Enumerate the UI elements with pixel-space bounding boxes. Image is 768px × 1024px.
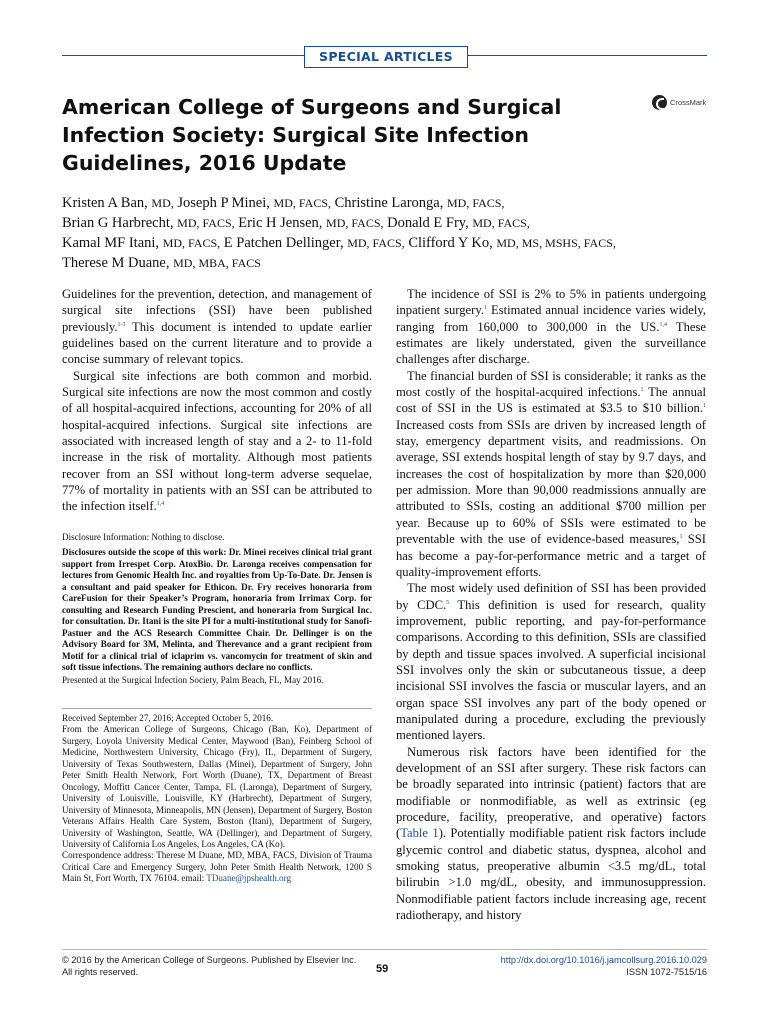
presented-note: Presented at the Surgical Infection Society, Palm Beach, FL, May 2016. — [62, 675, 324, 686]
text: Estimated annual incidence varies widely, ranging from 160,000 to 300,000 in the US. — [396, 303, 706, 334]
author-line — [62, 253, 712, 273]
doi-link[interactable]: http://dx.doi.org/10.1016/j.jamcollsurg.2016.10.029 — [500, 955, 707, 965]
crossmark-badge[interactable] — [652, 95, 706, 110]
text: SSI has become a pay-for-performance metric and a target of quality-improvement efforts. — [396, 532, 706, 579]
paragraph — [396, 368, 706, 580]
paragraph — [62, 286, 372, 368]
text: Surgical site infections are both common and morbid. Surgical site infections are now the most common and costly of all hospital-acquired infections, accounting for 20% of all hospital-acquired infections. Surgical site infections are associated with increased length of stay and a 2- to 11-fold increase in the risk of mortality. Although most patients recover from an SSI without long-term adverse sequelae, 77% of mortality in patients with an SSI can be attributed to the infection itself. — [62, 368, 372, 514]
crossmark-icon — [652, 95, 667, 110]
footer-rule — [62, 949, 707, 950]
text: These estimates are likely understated, given the surveillance challenges after discharge. — [396, 319, 706, 367]
citation-link[interactable]: 1 — [483, 305, 487, 312]
page-number: 59 — [376, 963, 389, 975]
author-degree: MD, MS, MSHS, FACS, — [496, 236, 616, 250]
section-label: SPECIAL ARTICLES — [304, 46, 468, 68]
correspondence — [62, 850, 372, 884]
text: Numerous risk factors have been identified for the development of an SSI after surgery. These risk factors can be broadly separated into intrinsic (patient) factors that are modifiable or nonmodifiable, as well as extrinsic (eg procedure, facility, preoperative, and operative) factors ( — [396, 744, 706, 841]
author-list — [62, 193, 712, 273]
affiliations-block — [62, 713, 372, 885]
text: Guidelines for the prevention, detection, and management of surgical site infections (SSI) have been published previously. — [62, 287, 372, 334]
table-link[interactable]: Table 1 — [400, 826, 439, 841]
footer-left — [62, 954, 356, 978]
paragraph — [396, 744, 706, 924]
citation-link[interactable]: 1-3 — [117, 321, 126, 328]
author-degree: MD, FACS, — [326, 216, 384, 230]
text: The most widely used definition of SSI has been provided by CDC. — [396, 581, 706, 612]
text: Increased costs from SSIs are driven by increased length of stay, emergency department visits, and readmissions. On average, SSI extends hospital length of stay by 9.7 days, and increases the cost of hospitalization by more than $20,000 per admission. More than 90,000 readmissions annually are attributed to SSIs, costing an additional $700 million per year. Because up to 60% of SSIs were estimated to be preventable with the use of evidence-based measures, — [396, 417, 706, 547]
citation-link[interactable]: 5 — [446, 599, 450, 606]
citation-link[interactable]: 1 — [703, 403, 706, 410]
citation-link[interactable]: 1,4 — [156, 501, 165, 508]
footer-right — [501, 954, 707, 978]
author-degree: MD, FACS, — [446, 196, 505, 210]
author-degree: MD, FACS, — [177, 216, 235, 230]
paragraph — [396, 286, 706, 368]
author-name: Clifford Y Ko, — [408, 235, 493, 251]
author-degree: MD, — [151, 196, 174, 210]
author-name: Joseph P Minei, — [177, 195, 270, 211]
copyright: © 2016 by the American College of Surgeons. Published by Elsevier Inc. — [62, 955, 357, 965]
text: Correspondence address: Therese M Duane, MD, MBA, FACS, Division of Trauma Critical Care and Emergency Surgery, John Peter Smith Health Network, 1200 S Main St, Fort Worth, TX 76104. email: — [62, 850, 372, 884]
author-line — [62, 233, 712, 253]
author-degree: MD, FACS, — [347, 236, 405, 250]
text: The financial burden of SSI is considerable; it ranks as the most costly of the hospital-acquired infections. — [396, 368, 706, 400]
right-column-body — [396, 286, 706, 923]
author-name: Eric H Jensen, — [238, 215, 323, 231]
text: This definition is used for research, quality improvement, public reporting, and pay-for-performance comparisons. According to this definition, SSIs are classified by depth and tissue spaces involved. A superficial incisional SSI involves only the skin or subcutaneous tissue, a deep incisional SSI involves the fascia or muscular layers, and an organ space SSI involves any part of the body opened or manipulated during a procedure, excluding the previously mentioned layers. — [396, 597, 706, 743]
email-link[interactable]: TDuane@jpshealth.org — [206, 873, 291, 884]
disclosure-outside: Disclosures outside the scope of this work: Dr. Minei receives clinical trial grant support from Irrespet Corp. AtoxBio. Dr. Laronga receives compensation for lectures from Genomic Health Inc. and royalties from Up-To-Date. Dr. Jensen is a consultant and paid speaker for Ethicon. Dr. Fry receives honoraria from CareFusion for their Speaker’s Program, honoraria from Irrimax Corp. for consulting and Research Funding Prescient, and honoraria from Surgical Inc. for consultation. Dr. Itani is the site PI for a multi-institutional study for Sanofi-Pastuer and the ACS Research Committee Chair. Dr. Dellinger is on the Advisory Board for 3M, Melinta, and Therevance and a grant recipient from Motif for a clinical trial of iclaprim vs. vancomycin for treatment of skin and soft tissue infections. The remaining authors declare no conflicts. — [62, 547, 372, 672]
author-name: Kamal MF Itani, — [62, 235, 160, 251]
affiliations: From the American College of Surgeons, Chicago (Ban, Ko), Department of Surgery, Loyola University Medical Center, Maywood (Ban), Feinberg School of Medicine, Northwestern University, Chicago (Fry), IL, Department of Surgery, University of Texas Southwestern, Dallas (Minei), Department of Surgery, John Peter Smith Health Network, Fort Worth (Duane), TX, Department of Breast Oncology, Moffitt Cancer Center, Tampa, FL (Laronga), Department of Surgery, University of Louisville, Louisville, KY (Harbrecht), Department of Surgery, University of Minnesota, Minneapolis, MN (Jensen), Department of Surgery, Boston Veterans Affairs Health Care System, Boston (Itani), Department of Surgery, University of Washington, Seattle, WA (Dellinger), and Department of Surgery, University of California Los Angeles, Los Angeles, CA (Ko). — [62, 724, 372, 849]
author-line — [62, 193, 712, 213]
citation-link[interactable]: 1 — [640, 386, 644, 393]
author-name: Donald E Fry, — [387, 215, 469, 231]
paragraph — [396, 580, 706, 743]
disclosures-block — [62, 532, 372, 687]
author-name: Christine Laronga, — [334, 195, 444, 211]
article-title: American College of Surgeons and Surgical Infection Society: Surgical Site Infection Guidelines, 2016 Update — [62, 95, 562, 175]
disclosure-divider — [62, 708, 372, 709]
author-line — [62, 213, 712, 233]
author-degree: MD, FACS, — [273, 196, 331, 210]
crossmark-label: CrossMark — [670, 98, 707, 107]
author-name: Kristen A Ban, — [62, 195, 148, 211]
author-name: E Patchen Dellinger, — [223, 235, 344, 251]
author-name: Therese M Duane, — [62, 255, 170, 271]
disclosure-info: Disclosure Information: Nothing to disclose. — [62, 532, 225, 542]
citation-link[interactable]: 1 — [679, 533, 683, 540]
citation-link[interactable]: 1,4 — [659, 321, 667, 328]
left-column-body — [62, 286, 372, 515]
issn: ISSN 1072-7515/16 — [626, 967, 707, 977]
header-rule-right — [467, 55, 707, 56]
author-degree: MD, MBA, FACS — [173, 256, 261, 270]
text: This document is intended to update earlier guidelines based on the current literature and to provide a concise summary of relevant topics. — [62, 319, 372, 367]
author-name: Brian G Harbrecht, — [62, 215, 174, 231]
received-date: Received September 27, 2016; Accepted October 5, 2016. — [62, 713, 274, 723]
text: The annual cost of SSI in the US is estimated at $3.5 to $10 billion. — [396, 385, 706, 416]
rights: All rights reserved. — [62, 967, 139, 977]
header-rule-left — [62, 55, 304, 56]
author-degree: MD, FACS, — [162, 236, 221, 250]
author-degree: MD, FACS, — [472, 216, 530, 230]
text: The incidence of SSI is 2% to 5% in patients undergoing inpatient surgery. — [396, 287, 706, 318]
paragraph — [62, 368, 372, 515]
text: ). Potentially modifiable patient risk factors include glycemic control and diabetic status, dyspnea, alcohol and smoking status, preoperative albumin <3.5 mg/dL, total bilirubin >1.0 mg/dL, obesity, and immunosuppression. Nonmodifiable patient factors include increasing age, recent radiotherapy, and history — [396, 826, 706, 923]
